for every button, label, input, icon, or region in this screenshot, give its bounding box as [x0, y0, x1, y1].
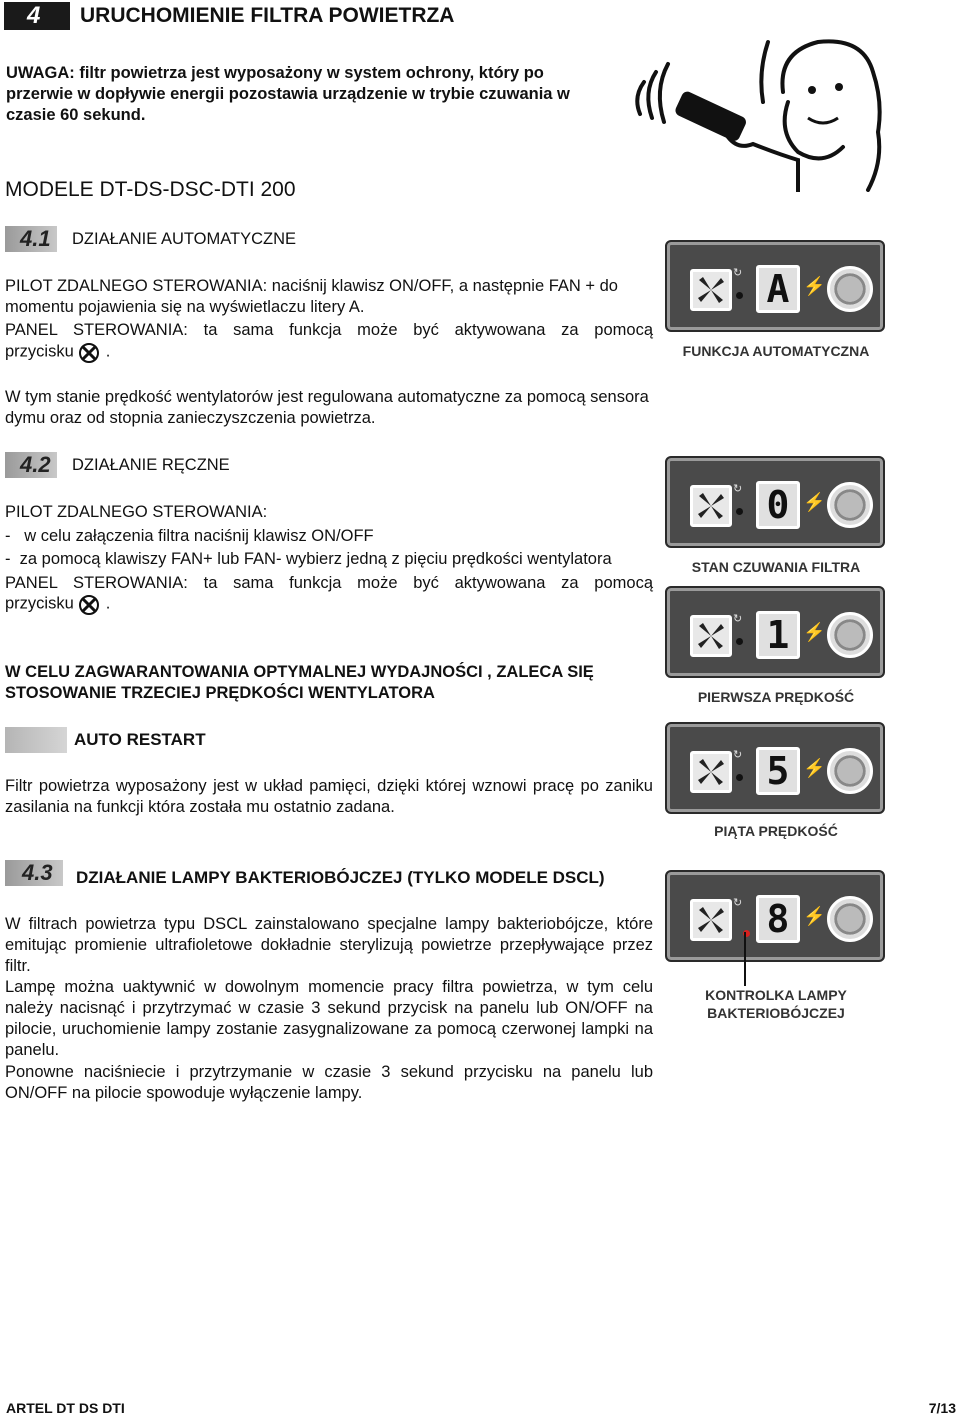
lightning-icon: ⚡ [803, 492, 826, 512]
section-number: 4 [27, 2, 41, 29]
panel-label-speed-5: PIĄTA PRĘDKOŚĆ [714, 823, 838, 839]
control-panel-speed-1 [665, 586, 885, 678]
round-button[interactable] [827, 482, 873, 528]
s42-period: . [105, 594, 111, 613]
control-panel-speed-5 [665, 722, 885, 814]
s42-button-word: przycisku [5, 594, 74, 613]
section-4-2-title: DZIAŁANIE RĘCZNE [72, 456, 230, 474]
s42-panel-text: PANEL STEROWANIA: ta sama funkcja może być aktywowana za pomocą [5, 574, 653, 592]
page-number: 7/13 [928, 1400, 956, 1416]
fan-icon[interactable] [690, 615, 732, 657]
cycle-icon: ↻ [733, 897, 743, 909]
panel-label-auto: FUNKCJA AUTOMATYCZNA [682, 343, 870, 359]
indicator-led [736, 508, 743, 515]
display: A [756, 265, 800, 313]
section-4-2-number: 4.2 [20, 452, 51, 477]
cycle-icon: ↻ [733, 267, 743, 279]
section-4-3-title: DZIAŁANIE LAMPY BAKTERIOBÓJCZEJ (TYLKO MODELE DSCL) [76, 868, 605, 887]
section-4-1-number: 4.1 [20, 226, 51, 251]
s43-deactivation-text: Ponowne naciśniecie i przytrzymanie w czasie 3 sekund przycisku na panelu lub ON/OFF na pilocie spowoduje wyłączenie lampy. [5, 1063, 653, 1102]
display: 5 [756, 747, 800, 795]
s41-button-word: przycisku [5, 342, 74, 361]
fan-icon[interactable] [690, 751, 732, 793]
recommendation-text: W CELU ZAGWARANTOWANIA OPTYMALNEJ WYDAJNOŚCI , ZALECA SIĘ STOSOWANIE TRZECIEJ PRĘDKOŚCI WENTYLATORA [5, 663, 594, 702]
cycle-icon: ↻ [733, 483, 743, 495]
panel-label-speed-1: PIERWSZA PRĘDKOŚĆ [697, 689, 855, 705]
s41-panel-text-2 [5, 341, 110, 363]
s41-remote-text: PILOT ZDALNEGO STEROWANIA: naciśnij klawisz ON/OFF, a następnie FAN + do momentu pojawienia się na wyświetlaczu litery A. [5, 277, 618, 316]
s43-activation-text: Lampę można uaktywnić w dowolnym momencie pracy filtra powietrza, w tym celu należy nacisnąć i przytrzymać w czasie 3 sekund przycisk na panelu lub ON/OFF na pilocie, uruchomienie lampy zostanie zasygnalizowane za pomocą czerwonej lampki na panelu. [5, 978, 653, 1059]
lightning-icon: ⚡ [803, 622, 826, 642]
fan-button-icon [74, 341, 106, 363]
lightning-icon: ⚡ [803, 276, 826, 296]
s42-step-1: - w celu załączenia filtra naciśnij klawisz ON/OFF [5, 527, 374, 545]
s42-step-2: - za pomocą klawiszy FAN+ lub FAN- wybierz jedną z pięciu prędkości wentylatora [5, 550, 612, 568]
callout-line [735, 932, 755, 987]
fan-icon[interactable] [690, 485, 732, 527]
warning-text: UWAGA: filtr powietrza jest wyposażony w system ochrony, który po przerwie w dopływie energii pozostawia urządzenie w trybie czuwania w czasie 60 sekund. [6, 64, 570, 124]
s42-remote-heading: PILOT ZDALNEGO STEROWANIA: [5, 503, 268, 521]
lightning-icon: ⚡ [803, 758, 826, 778]
s41-auto-text: W tym stanie prędkość wentylatorów jest regulowana automatyczne za pomocą sensora dymu oraz od stopnia zanieczyszczenia powietrza. [5, 388, 649, 427]
section-4-3-number: 4.3 [22, 860, 53, 885]
fan-button-icon [74, 593, 106, 615]
control-panel-uv-lamp [665, 870, 885, 962]
auto-restart-badge [5, 727, 67, 753]
indicator-led [736, 292, 743, 299]
lightning-icon: ⚡ [803, 906, 826, 926]
round-button[interactable] [827, 612, 873, 658]
s42-panel-text-2 [5, 593, 110, 615]
cycle-icon: ↻ [733, 613, 743, 625]
round-button[interactable] [827, 896, 873, 942]
indicator-led [736, 774, 743, 781]
s41-panel-text: PANEL STEROWANIA: ta sama funkcja może być aktywowana za pomocą [5, 321, 653, 339]
s43-intro-text: W filtrach powietrza typu DSCL zainstalowano specjalne lampy bakteriobójcze, które emitując promienie ultrafioletowe dokładnie sterylizują powietrze przepływające przez filtr. [5, 915, 653, 975]
models-heading: MODELE DT-DS-DSC-DTI 200 [5, 178, 296, 201]
control-panel-auto [665, 240, 885, 332]
display: 0 [756, 481, 800, 529]
page-title: URUCHOMIENIE FILTRA POWIETRZA [80, 4, 455, 27]
person-with-remote-illustration [628, 32, 890, 192]
indicator-led [736, 638, 743, 645]
control-panel-standby [665, 456, 885, 548]
display: 1 [756, 611, 800, 659]
display: 8 [756, 895, 800, 943]
panel-label-uv-lamp: KONTROLKA LAMPY BAKTERIOBÓJCZEJ [705, 987, 847, 1021]
section-4-1-title: DZIAŁANIE AUTOMATYCZNE [72, 230, 297, 248]
fan-icon[interactable] [690, 269, 732, 311]
round-button[interactable] [827, 266, 873, 312]
cycle-icon: ↻ [733, 749, 743, 761]
footer-left: ARTEL DT DS DTI [6, 1400, 125, 1416]
auto-restart-title: AUTO RESTART [74, 730, 206, 749]
fan-icon[interactable] [690, 899, 732, 941]
auto-restart-text: Filtr powietrza wyposażony jest w układ pamięci, dzięki której wznowi pracę po zaniku zasilania na funkcji która została mu ostatnio zadana. [5, 777, 653, 816]
panel-label-standby: STAN CZUWANIA FILTRA [691, 559, 861, 575]
s41-period: . [105, 342, 111, 361]
round-button[interactable] [827, 748, 873, 794]
